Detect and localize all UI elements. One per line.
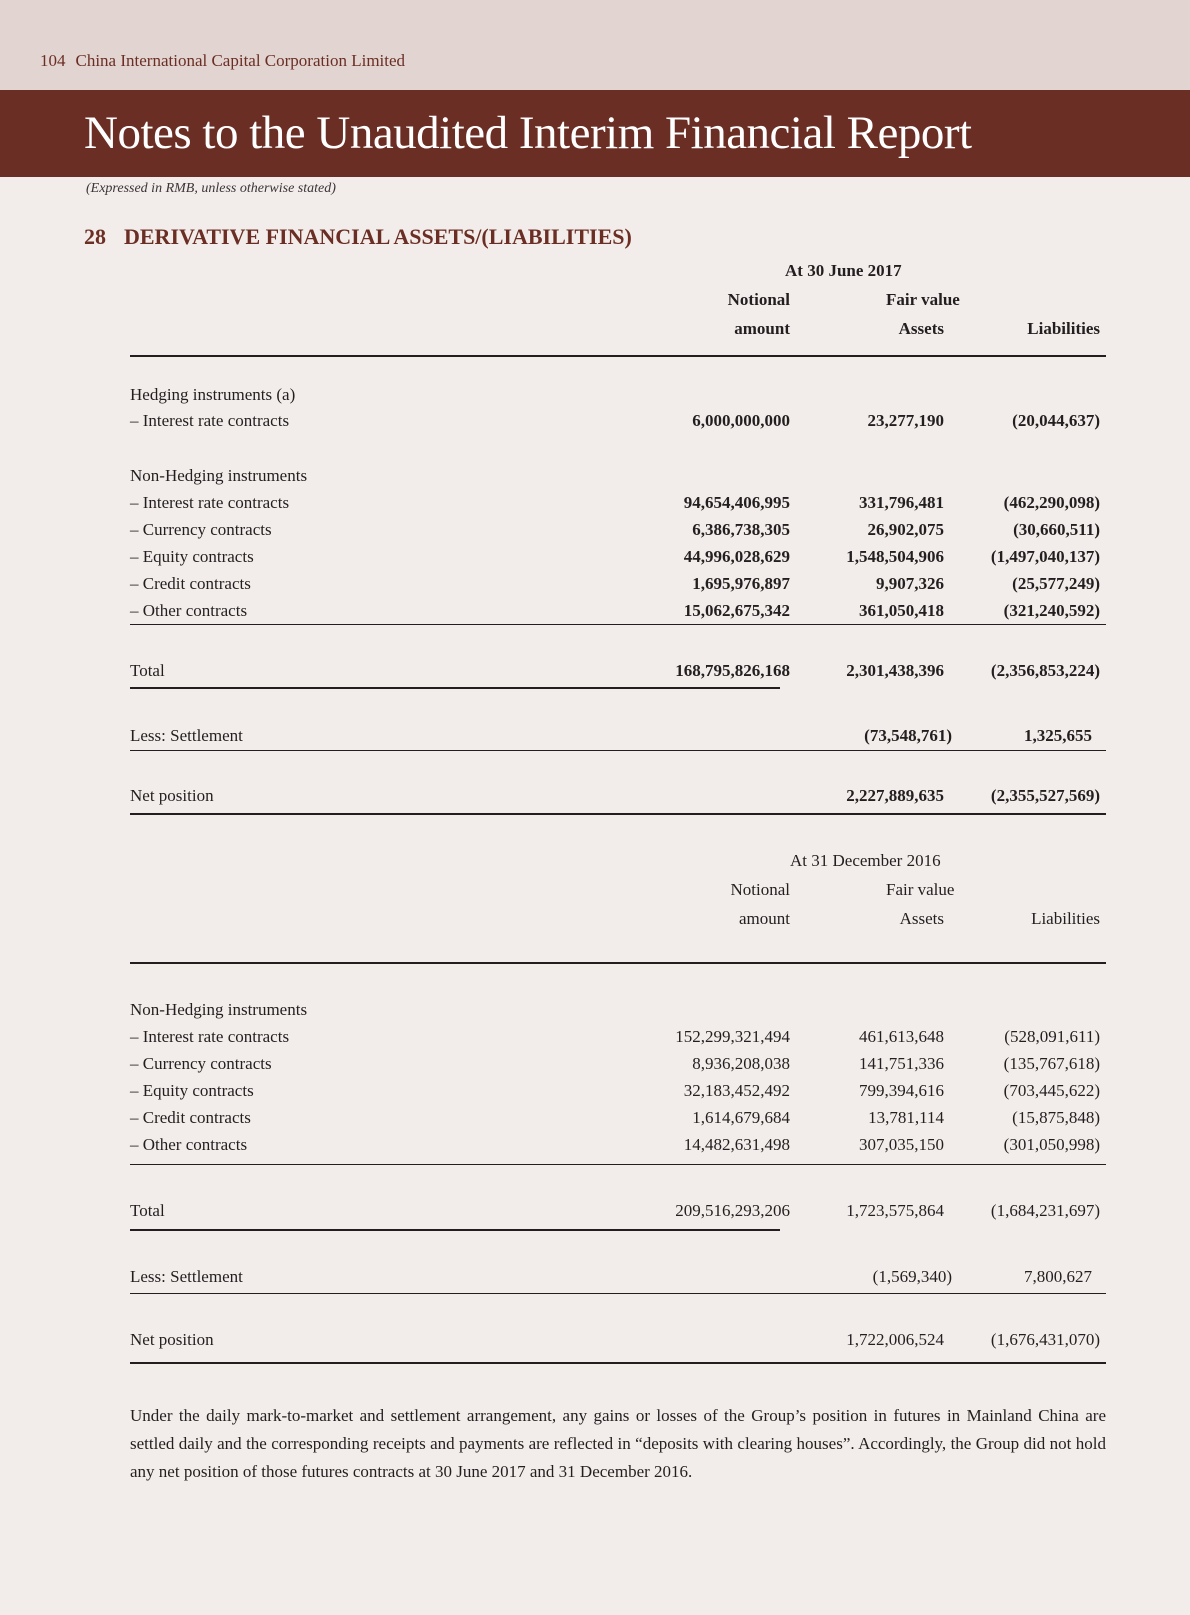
period-header: At 31 December 2016 <box>790 851 941 870</box>
notional-value: 32,183,452,492 <box>683 1081 790 1100</box>
liabilities-value: (301,050,998) <box>1003 1135 1100 1154</box>
assets-value: 361,050,418 <box>859 601 944 620</box>
section-heading <box>84 224 632 250</box>
settlement-rule <box>130 750 1106 751</box>
liabilities-value: (15,875,848) <box>1012 1108 1100 1127</box>
total-rule <box>130 1229 780 1231</box>
company-name: China International Capital Corporation Limited <box>75 51 406 70</box>
total-rule <box>130 687 780 689</box>
liabilities-value: (462,290,098) <box>1003 493 1100 512</box>
assets-value: 26,902,075 <box>867 520 944 539</box>
liabilities-value: 1,325,655 <box>1024 726 1092 745</box>
period-header: At 30 June 2017 <box>785 261 902 280</box>
page-title: Notes to the Unaudited Interim Financial Report <box>84 107 972 159</box>
liabilities-value: (25,577,249) <box>1012 574 1100 593</box>
notional-value: 168,795,826,168 <box>675 661 790 680</box>
fair-value-header: Fair value <box>886 880 955 899</box>
settlement-rule <box>130 1293 1106 1294</box>
net-rule <box>130 1362 1106 1364</box>
notional-value: 6,386,738,305 <box>692 520 790 539</box>
assets-value: 141,751,336 <box>859 1054 944 1073</box>
notional-value: 14,482,631,498 <box>683 1135 790 1154</box>
assets-value: 1,548,504,906 <box>846 547 944 566</box>
liabilities-value: (1,676,431,070) <box>990 1330 1100 1349</box>
row-label: Total <box>130 661 165 680</box>
liabilities-value: (2,355,527,569) <box>990 786 1100 805</box>
notional-value: 209,516,293,206 <box>675 1201 790 1220</box>
notional-value: 1,695,976,897 <box>692 574 790 593</box>
row-label: Less: Settlement <box>130 1267 243 1286</box>
subtotal-rule <box>130 1164 1106 1165</box>
row-label: – Credit contracts <box>130 1108 251 1127</box>
liabilities-value: (321,240,592) <box>1003 601 1100 620</box>
liabilities-value: (528,091,611) <box>1004 1027 1100 1046</box>
notional-value: 44,996,028,629 <box>683 547 790 566</box>
row-label: – Other contracts <box>130 1135 248 1154</box>
header-rule <box>130 962 1106 964</box>
section-number: 28 <box>84 224 106 249</box>
non-hedging-heading: Non-Hedging instruments <box>130 1000 308 1019</box>
liabilities-value: (703,445,622) <box>1003 1081 1100 1100</box>
row-label: – Credit contracts <box>130 574 251 593</box>
liabilities-header: Liabilities <box>1027 319 1100 338</box>
title-band <box>0 90 1190 177</box>
assets-value: 1,723,575,864 <box>846 1201 944 1220</box>
row-label: – Other contracts <box>130 601 248 620</box>
footnote-paragraph: Under the daily mark-to-market and settlement arrangement, any gains or losses of the Group’s position in futures in Mainland China are settled daily and the corresponding receipts and payments are reflected in “deposits with clearing houses”. Accordingly, the Group did not hold any net position of those futures contracts at 30 June 2017 and 31 December 2016. <box>130 1406 1106 1481</box>
subtotal-rule <box>130 624 1106 625</box>
row-label: – Equity contracts <box>130 1081 254 1100</box>
liabilities-value: (1,497,040,137) <box>990 547 1100 566</box>
assets-value: 799,394,616 <box>859 1081 944 1100</box>
assets-header: Assets <box>899 909 944 928</box>
assets-value: 331,796,481 <box>859 493 944 512</box>
net-rule <box>130 813 1106 815</box>
notional-value: 15,062,675,342 <box>683 601 790 620</box>
assets-value: 461,613,648 <box>859 1027 944 1046</box>
assets-value: 307,035,150 <box>859 1135 944 1154</box>
liabilities-value: (30,660,511) <box>1013 520 1100 539</box>
assets-value: (1,569,340) <box>872 1267 952 1286</box>
row-label: – Interest rate contracts <box>130 1027 290 1046</box>
notional-value: 1,614,679,684 <box>692 1108 790 1127</box>
notional-value: 152,299,321,494 <box>675 1027 790 1046</box>
assets-value: 13,781,114 <box>868 1108 944 1127</box>
row-label: Net position <box>130 1330 214 1349</box>
row-label: Net position <box>130 786 214 805</box>
row-label: – Currency contracts <box>130 520 272 539</box>
notional-value: 94,654,406,995 <box>683 493 790 512</box>
liabilities-header: Liabilities <box>1031 909 1100 928</box>
liabilities-value: (20,044,637) <box>1012 411 1100 430</box>
row-label: Total <box>130 1201 165 1220</box>
assets-value: 2,227,889,635 <box>846 786 944 805</box>
hedging-heading: Hedging instruments (a) <box>130 385 296 404</box>
running-head <box>40 51 405 71</box>
liabilities-value: (2,356,853,224) <box>990 661 1100 680</box>
notional-header-1: Notional <box>730 880 790 899</box>
row-label: Less: Settlement <box>130 726 243 745</box>
row-label: – Currency contracts <box>130 1054 272 1073</box>
section-title: DERIVATIVE FINANCIAL ASSETS/(LIABILITIES) <box>124 224 632 249</box>
assets-value: 9,907,326 <box>876 574 944 593</box>
liabilities-value: 7,800,627 <box>1024 1267 1092 1286</box>
notional-header-2: amount <box>739 909 790 928</box>
liabilities-value: (1,684,231,697) <box>990 1201 1100 1220</box>
row-label: – Interest rate contracts <box>130 493 290 512</box>
notional-header-1: Notional <box>727 290 790 309</box>
page-number: 104 <box>40 51 66 70</box>
assets-value: 1,722,006,524 <box>846 1330 944 1349</box>
liabilities-value: (135,767,618) <box>1003 1054 1100 1073</box>
currency-note: (Expressed in RMB, unless otherwise stated) <box>86 181 336 196</box>
row-label: – Interest rate contracts <box>130 411 290 430</box>
assets-value: (73,548,761) <box>864 726 952 745</box>
assets-header: Assets <box>898 319 944 338</box>
header-band <box>0 0 1190 90</box>
assets-value: 2,301,438,396 <box>846 661 944 680</box>
notional-value: 6,000,000,000 <box>692 411 790 430</box>
notional-value: 8,936,208,038 <box>692 1054 790 1073</box>
header-rule <box>130 355 1106 357</box>
fair-value-header: Fair value <box>886 290 960 309</box>
assets-value: 23,277,190 <box>867 411 944 430</box>
notional-header-2: amount <box>734 319 790 338</box>
row-label: – Equity contracts <box>130 547 254 566</box>
non-hedging-heading: Non-Hedging instruments <box>130 466 308 485</box>
